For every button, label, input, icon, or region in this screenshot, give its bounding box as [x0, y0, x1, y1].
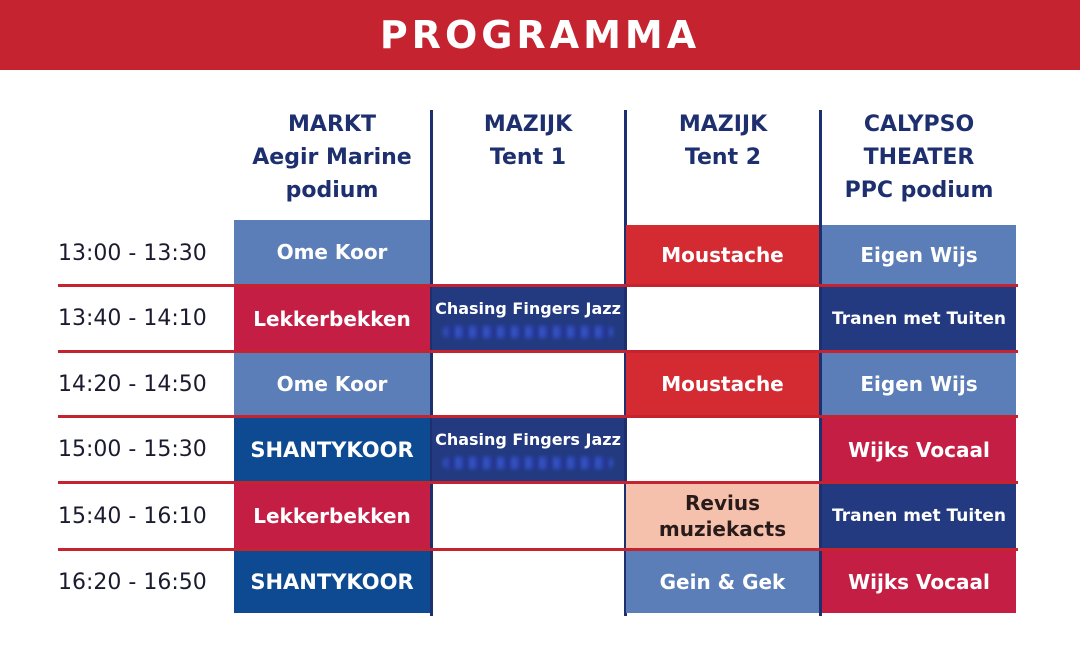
- time-slot: 15:00 - 15:30: [58, 437, 207, 462]
- act-cell: Tranen met Tuiten: [822, 287, 1016, 350]
- act-cell: Wijks Vocaal: [822, 551, 1016, 613]
- act-cell: Ome Koor: [234, 220, 430, 284]
- act-cell: Lekkerbekken: [234, 484, 430, 548]
- stage-header-line: CALYPSO: [863, 112, 975, 137]
- act-cell: Eigen Wijs: [822, 225, 1016, 284]
- stage-header-markt: [234, 108, 430, 218]
- page-title: PROGRAMMA: [379, 13, 701, 57]
- blurred-text: [443, 457, 613, 469]
- stage-header-line: MAZIJK: [678, 112, 768, 137]
- stage-header-tent1: [432, 108, 624, 218]
- stage-header-line: PPC podium: [844, 178, 994, 203]
- stage-header-line: MARKT: [288, 112, 376, 137]
- header-banner: [0, 0, 1080, 70]
- time-slot: 16:20 - 16:50: [58, 569, 207, 595]
- time-slot: 13:40 - 14:10: [58, 306, 207, 331]
- act-cell: [432, 287, 624, 350]
- act-cell: Moustache: [626, 225, 819, 284]
- stage-header-line: Tent 2: [684, 145, 762, 170]
- act-cell: [432, 418, 624, 481]
- act-cell: Eigen Wijs: [822, 353, 1016, 415]
- act-cell: Lekkerbekken: [234, 287, 430, 350]
- act-cell: Gein & Gek: [626, 551, 819, 613]
- blurred-text: [443, 326, 613, 338]
- act-cell: SHANTYKOOR: [234, 551, 430, 613]
- time-slot: 14:20 - 14:50: [58, 371, 207, 397]
- stage-header-line: THEATER: [863, 145, 975, 170]
- time-slot: 13:00 - 13:30: [58, 240, 207, 266]
- column-divider: [430, 110, 433, 616]
- stage-header-line: Aegir Marine: [252, 145, 412, 170]
- act-name: Chasing Fingers Jazz: [435, 430, 621, 449]
- act-name: Revius: [685, 491, 760, 515]
- act-cell: Moustache: [626, 353, 819, 415]
- act-cell: [626, 484, 819, 548]
- act-cell: Wijks Vocaal: [822, 418, 1016, 481]
- act-cell: Ome Koor: [234, 353, 430, 415]
- stage-header-line: podium: [285, 178, 379, 203]
- stage-header-line: Tent 1: [489, 145, 567, 170]
- stage-header-line: MAZIJK: [483, 112, 573, 137]
- stage-header-calypso: [822, 108, 1016, 218]
- act-cell: SHANTYKOOR: [234, 418, 430, 481]
- act-name: muziekacts: [658, 517, 787, 541]
- time-slot: 15:40 - 16:10: [58, 503, 207, 529]
- act-cell: Tranen met Tuiten: [822, 484, 1016, 548]
- stage-header-tent2: [626, 108, 820, 218]
- act-name: Chasing Fingers Jazz: [435, 299, 621, 318]
